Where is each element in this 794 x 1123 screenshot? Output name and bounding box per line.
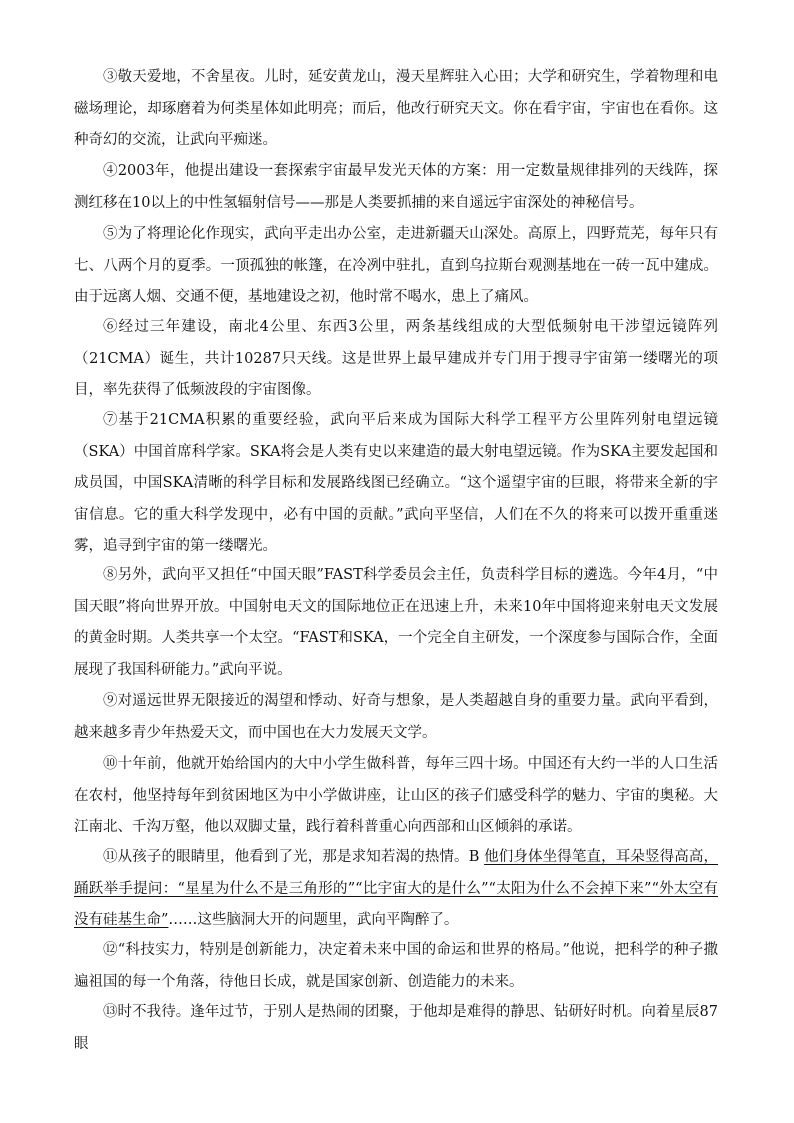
paragraph-3: ③敬天爱地，不舍星夜。儿时，延安黄龙山，漫天星辉驻入心田；大学和研究生，学着物理和电磁场理论，却琢磨着为何类星体如此明亮；而后，他改行研究天文。你在看宇宙，宇宙也在看你。这种奇幻的交流，让武向平痴迷。 [74, 69, 718, 148]
paragraph-9: ⑨对遥远世界无限接近的渴望和悸动、好奇与想象，是人类超越自身的重要力量。武向平看到，越来越多青少年热爱天文，而中国也在大力发展天文学。 [74, 693, 718, 741]
paragraph-12: ⑫“科技实力，特别是创新能力，决定着未来中国的命运和世界的格局。”他说，把科学的种子撒遍祖国的每一个角落，待他日长成，就是国家创新、创造能力的未来。 [74, 942, 718, 990]
paragraph-11 [74, 842, 718, 937]
underlined-passage-b: 他们身体坐得笔直，耳朵竖得高高，踊跃举手提问：“星星为什么不是三角形的”“比宇宙大的是什么”“太阳为什么不会掉下来”“外太空有没有硅基生命” [74, 849, 719, 928]
paragraph-8: ⑧另外，武向平又担任“中国天眼”FAST科学委员会主任，负责科学目标的遴选。今年4月，“中国天眼”将向世界开放。中国射电天文的国际地位正在迅速上升，未来10年中国将迎来射电天文发展的黄金时期。人类共享一个太空。“FAST和SKA，一个完全自主研发，一个深度参与国际合作，全面展现了我国科研能力。”武向平说。 [74, 567, 718, 678]
paragraph-10: ⑩十年前，他就开始给国内的大中小学生做科普，每年三四十场。中国还有大约一半的人口生活在农村，他坚持每年到贫困地区为中小学做讲座，让山区的孩子们感受科学的魅力、宇宙的奥秘。大江南北、千沟万壑，他以双脚丈量，践行着科普重心向西部和山区倾斜的承诺。 [74, 756, 718, 835]
paragraph-6: ⑥经过三年建设，南北4公里、东西3公里，两条基线组成的大型低频射电干涉望远镜阵列（21CMA）诞生，共计10287只天线。这是世界上最早建成并专门用于搜寻宇宙第一缕曙光的项目，率先获得了低频波段的宇宙图像。 [74, 319, 718, 398]
paragraph-4: ④2003年，他提出建设一套探索宇宙最早发光天体的方案：用一定数量规律排列的天线阵，探测红移在10以上的中性氢辐射信号——那是人类要抓捕的来自遥远宇宙深处的神秘信号。 [74, 163, 718, 211]
paragraph-11-prefix: ⑪从孩子的眼睛里，他看到了光，那是求知若渴的热情。B [103, 849, 485, 865]
paragraph-5: ⑤为了将理论化作现实，武向平走出办公室，走进新疆天山深处。高原上，四野荒芜，每年只有七、八两个月的夏季。一顶孤独的帐篷，在冷冽中驻扎，直到乌拉斯台观测基地在一砖一瓦中建成。由于远离人烟、交通不便，基地建设之初，他时常不喝水，患上了痛风。 [74, 226, 718, 305]
paragraph-7: ⑦基于21CMA积累的重要经验，武向平后来成为国际大科学工程平方公里阵列射电望远镜（SKA）中国首席科学家。SKA将会是人类有史以来建造的最大射电望远镜。作为SKA主要发起国和成员国，中国SKA清晰的科学目标和发展路线图已经确立。“这个遥望宇宙的巨眼，将带来全新的宇宙信息。它的重大科学发现中，必有中国的贡献。”武向平坚信，人们在不久的将来可以拨开重重迷雾，追寻到宇宙的第一缕曙光。 [74, 412, 718, 554]
paragraph-13: ⑬时不我待。逢年过节，于别人是热闹的团聚，于他却是难得的静思、钻研好时机。向着星辰87眼 [74, 1004, 718, 1052]
paragraph-11-suffix: ……这些脑洞大开的问题里，武向平陶醉了。 [168, 912, 459, 928]
